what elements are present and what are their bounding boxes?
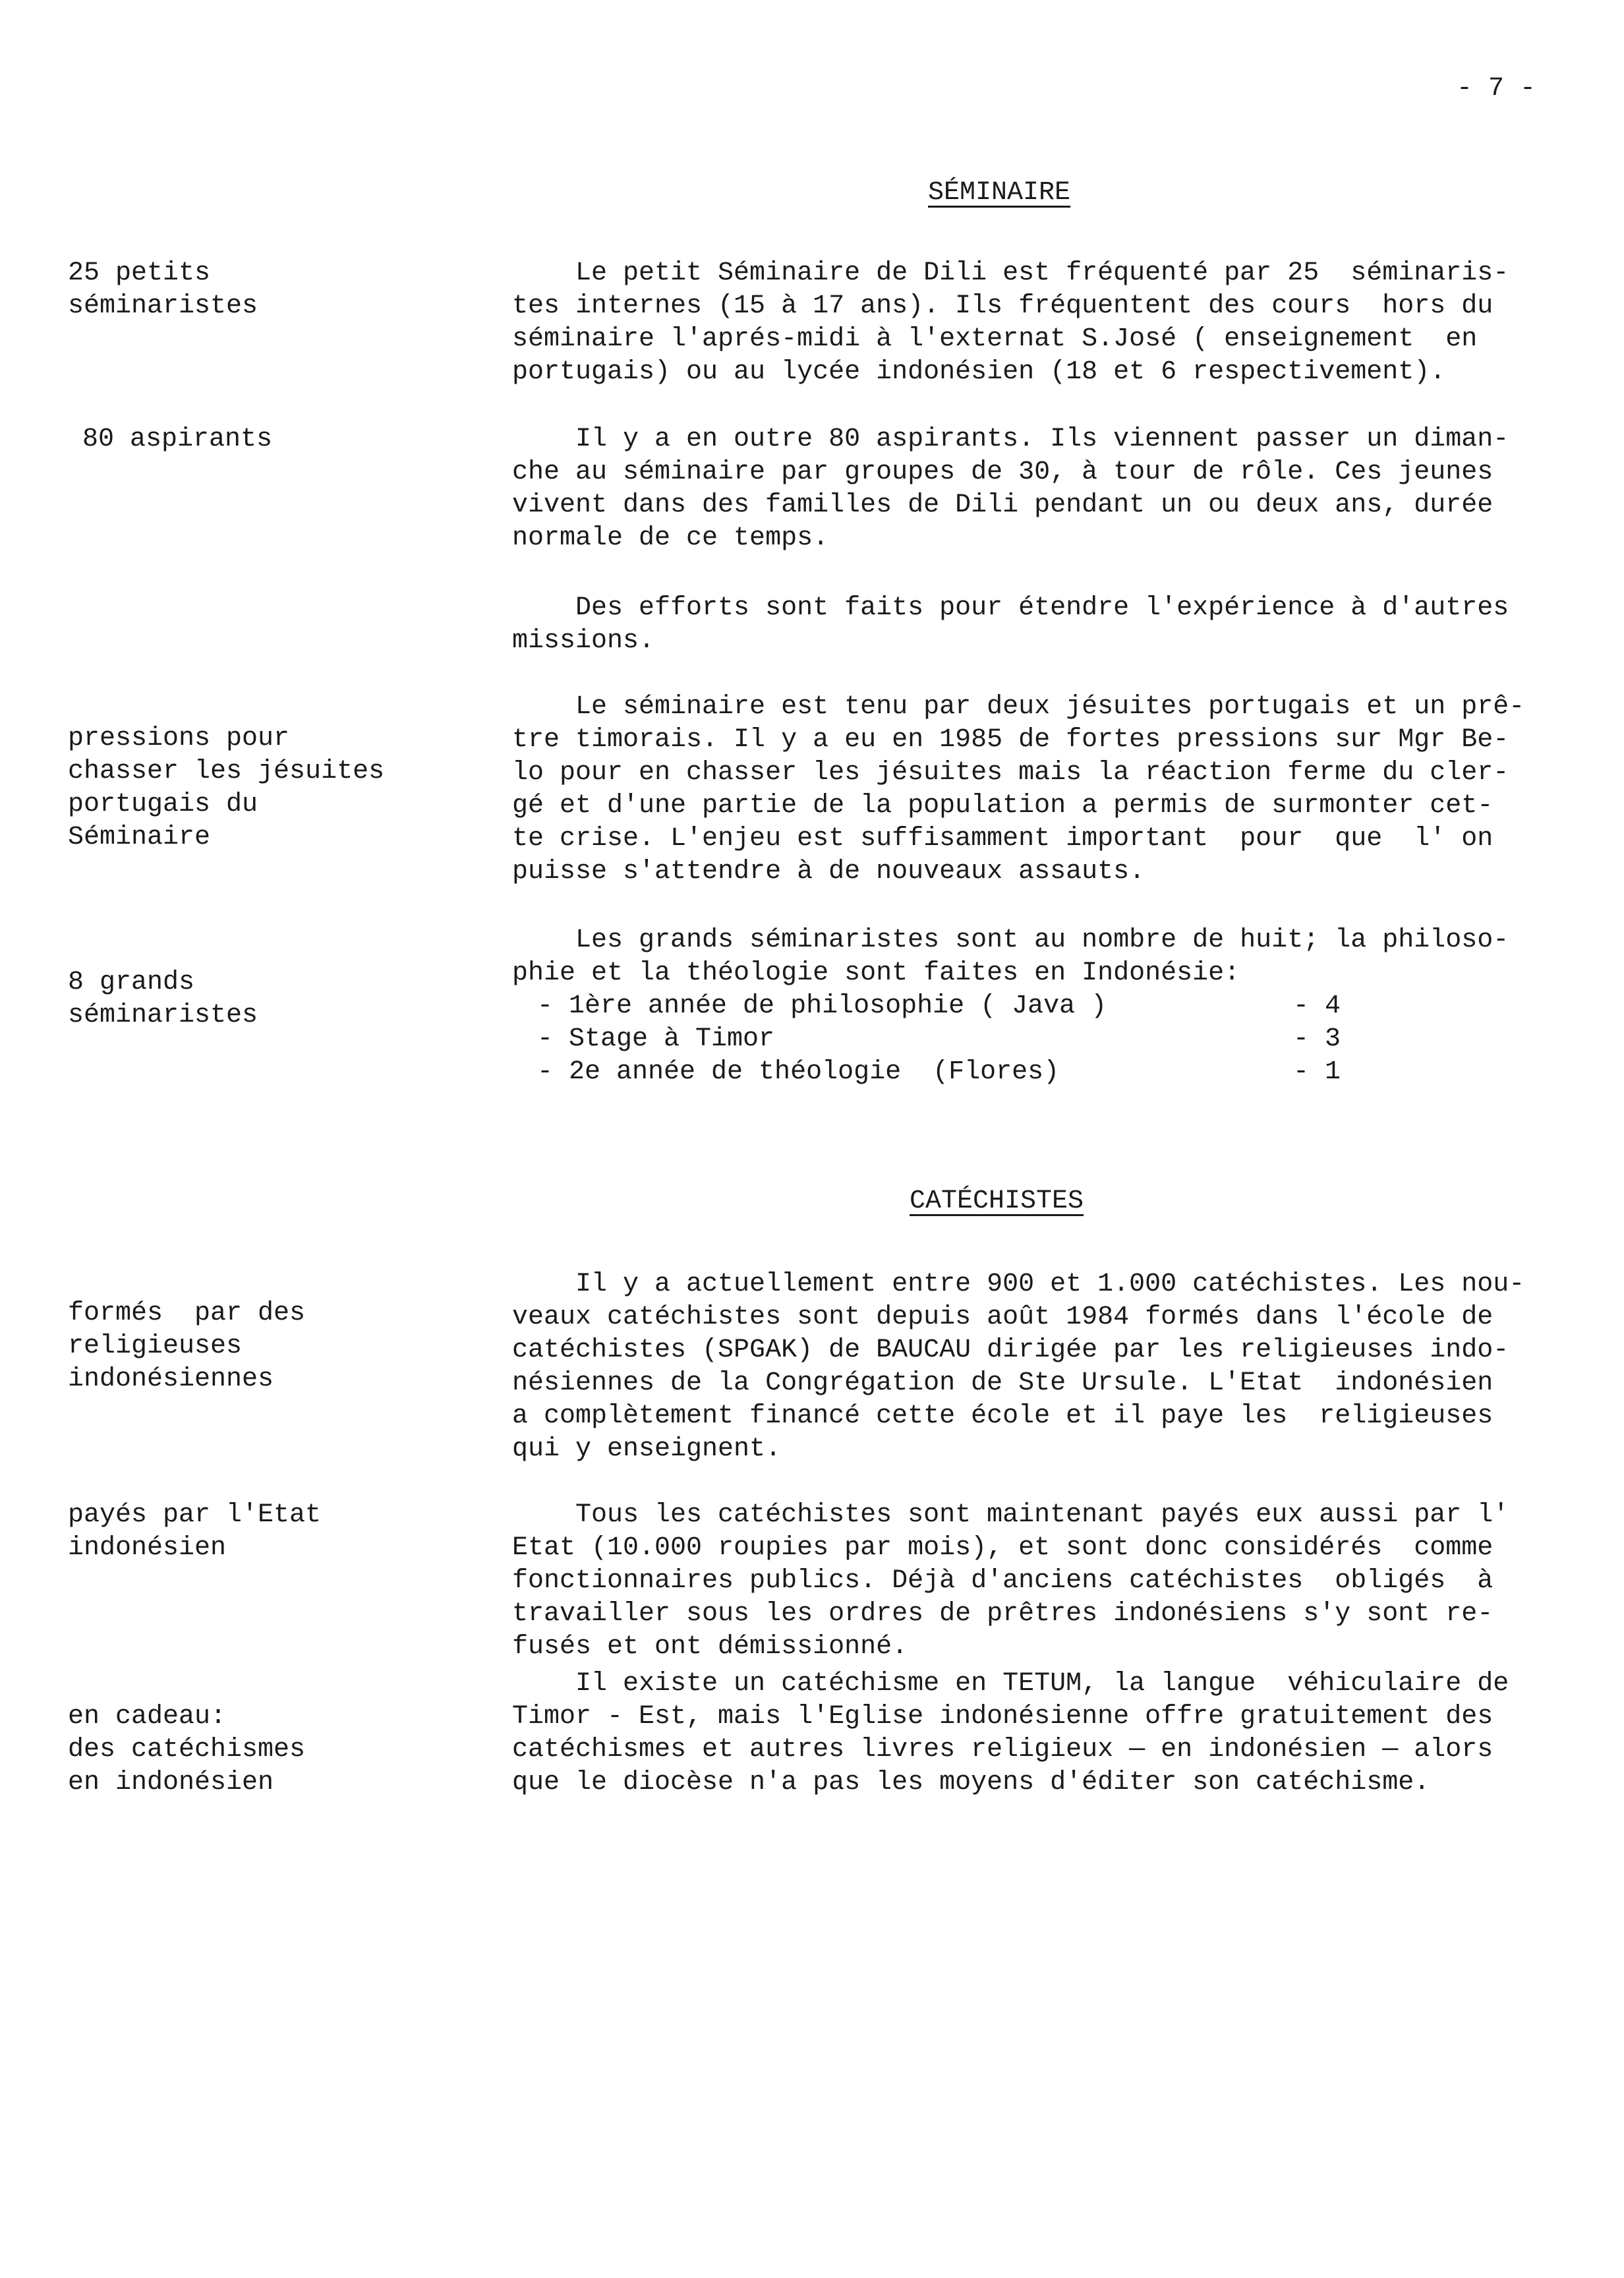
paragraph-line: tes internes (15 à 17 ans). Ils fréquentent des cours hors du xyxy=(512,291,1494,321)
margin-note-line: portugais du xyxy=(68,790,258,819)
study-list xyxy=(512,990,1501,1089)
paragraph-line: veaux catéchistes sont depuis août 1984 formés dans l'école de xyxy=(512,1302,1494,1332)
margin-note-line: 25 petits xyxy=(68,258,211,288)
paragraph-line: Il existe un catéchisme en TETUM, la langue véhiculaire de xyxy=(512,1669,1509,1699)
list-item xyxy=(512,990,1501,1023)
paragraph-efforts xyxy=(512,592,1547,658)
paragraph-line: que le diocèse n'a pas les moyens d'éditer son catéchisme. xyxy=(512,1768,1430,1797)
paragraph-line: Timor - Est, mais l'Eglise indonésienne offre gratuitement des xyxy=(512,1702,1494,1732)
margin-note-formes xyxy=(68,1297,411,1396)
margin-note-line: pressions pour xyxy=(68,724,290,753)
paragraph-line: nésiennes de la Congrégation de Ste Ursule. L'Etat indonésien xyxy=(512,1368,1494,1398)
paragraph-line: séminaire l'aprés-midi à l'externat S.José ( enseignement en xyxy=(512,324,1478,354)
margin-note-line: séminaristes xyxy=(68,291,258,321)
paragraph-line: Le petit Séminaire de Dili est fréquenté par 25 séminaris- xyxy=(512,258,1509,288)
margin-note-line: indonésiennes xyxy=(68,1364,274,1394)
margin-note-petits-seminaristes xyxy=(68,257,411,323)
list-item-label: - Stage à Timor xyxy=(537,1024,775,1054)
paragraph-line: tre timorais. Il y a eu en 1985 de fortes pressions sur Mgr Be- xyxy=(512,725,1509,755)
list-item-label: - 2e année de théologie (Flores) xyxy=(537,1057,1060,1087)
paragraph-line: Etat (10.000 roupies par mois), et sont donc considérés comme xyxy=(512,1533,1494,1563)
section-title-catechistes: CATÉCHISTES xyxy=(910,1186,1084,1216)
margin-note-line: en cadeau: xyxy=(68,1702,227,1732)
margin-note-grands-seminaristes xyxy=(68,966,411,1032)
margin-note-line: formés par des xyxy=(68,1299,306,1328)
list-item-count: - 3 xyxy=(1293,1024,1341,1054)
list-item-count: - 4 xyxy=(1293,991,1341,1021)
paragraph-line: missions. xyxy=(512,626,655,656)
margin-note-line: Séminaire xyxy=(68,823,211,852)
paragraph-grands-seminaristes xyxy=(512,924,1547,990)
paragraph-catechistes-payes xyxy=(512,1499,1547,1664)
list-item-count: - 1 xyxy=(1293,1057,1341,1087)
margin-note-line: religieuses xyxy=(68,1331,243,1361)
list-item xyxy=(512,1056,1501,1089)
page-number: - 7 - xyxy=(1457,74,1536,103)
paragraph-petit-seminaire xyxy=(512,257,1547,389)
margin-note-pressions xyxy=(68,722,411,854)
paragraph-line: Tous les catéchistes sont maintenant payés eux aussi par l' xyxy=(512,1500,1509,1530)
paragraph-line: che au séminaire par groupes de 30, à tour de rôle. Ces jeunes xyxy=(512,457,1494,487)
paragraph-jesuites xyxy=(512,691,1547,889)
paragraph-line: lo pour en chasser les jésuites mais la réaction ferme du cler- xyxy=(512,758,1509,788)
list-item-label: - 1ère année de philosophie ( Java ) xyxy=(537,991,1107,1021)
paragraph-catechistes-formation xyxy=(512,1268,1547,1466)
margin-note-line: 80 aspirants xyxy=(82,424,273,454)
paragraph-line: travailler sous les ordres de prêtres indonésiens s'y sont re- xyxy=(512,1599,1494,1629)
paragraph-line: fonctionnaires publics. Déjà d'anciens catéchistes obligés à xyxy=(512,1566,1494,1596)
paragraph-line: catéchistes (SPGAK) de BAUCAU dirigée par les religieuses indo- xyxy=(512,1335,1509,1365)
paragraph-line: gé et d'une partie de la population a permis de surmonter cet- xyxy=(512,791,1494,821)
paragraph-line: Le séminaire est tenu par deux jésuites portugais et un prê- xyxy=(512,692,1525,722)
margin-note-cadeau xyxy=(68,1701,411,1799)
paragraph-line: Il y a en outre 80 aspirants. Ils viennent passer un diman- xyxy=(512,424,1509,454)
paragraph-line: Les grands séminaristes sont au nombre de huit; la philoso- xyxy=(512,925,1509,955)
paragraph-line: Il y a actuellement entre 900 et 1.000 catéchistes. Les nou- xyxy=(512,1270,1525,1299)
paragraph-line: qui y enseignent. xyxy=(512,1434,782,1464)
margin-note-line: chasser les jésuites xyxy=(68,757,385,786)
paragraph-line: puisse s'attendre à de nouveaux assauts. xyxy=(512,857,1146,887)
margin-note-line: indonésien xyxy=(68,1533,227,1563)
margin-note-line: séminaristes xyxy=(68,1001,258,1030)
paragraph-line: catéchismes et autres livres religieux — en indonésien — alors xyxy=(512,1735,1494,1765)
paragraph-line: vivent dans des familles de Dili pendant un ou deux ans, durée xyxy=(512,490,1494,520)
paragraph-catechisme-tetum xyxy=(512,1668,1547,1799)
margin-note-line: 8 grands xyxy=(68,968,195,997)
paragraph-line: phie et la théologie sont faites en Indonésie: xyxy=(512,958,1240,988)
list-item xyxy=(512,1023,1501,1056)
margin-note-aspirants xyxy=(82,423,425,456)
paragraph-line: portugais) ou au lycée indonésien (18 et 6 respectivement). xyxy=(512,357,1446,387)
paragraph-line: Des efforts sont faits pour étendre l'expérience à d'autres xyxy=(512,593,1509,623)
paragraph-line: a complètement financé cette école et il paye les religieuses xyxy=(512,1401,1494,1431)
paragraph-line: normale de ce temps. xyxy=(512,523,829,553)
paragraph-aspirants xyxy=(512,423,1547,555)
paragraph-line: te crise. L'enjeu est suffisamment important pour que l' on xyxy=(512,824,1494,854)
margin-note-line: des catéchismes xyxy=(68,1735,306,1765)
margin-note-line: payés par l'Etat xyxy=(68,1500,322,1530)
paragraph-line: fusés et ont démissionné. xyxy=(512,1632,908,1662)
margin-note-payes xyxy=(68,1499,411,1565)
margin-note-line: en indonésien xyxy=(68,1768,274,1797)
section-title-seminaire: SÉMINAIRE xyxy=(928,178,1071,208)
